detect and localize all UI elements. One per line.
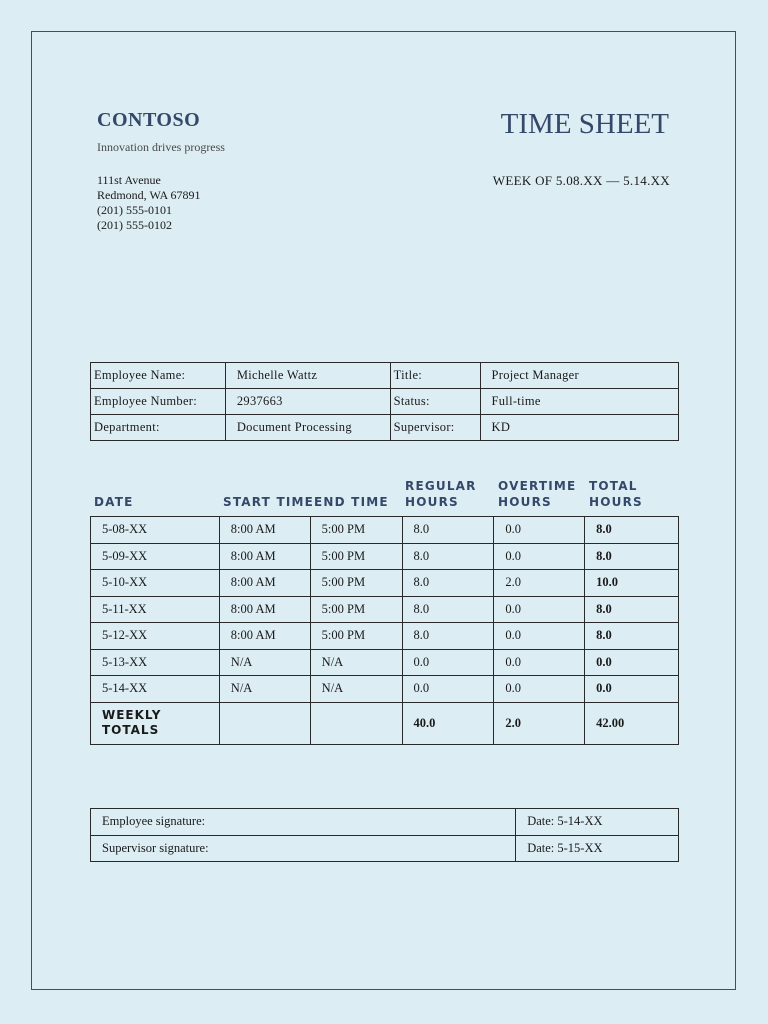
overtime-hours-cell[interactable]: 0.0 xyxy=(494,649,585,676)
signature-table xyxy=(90,808,679,862)
start-time-cell[interactable]: 8:00 AM xyxy=(219,596,310,623)
hours-table-header xyxy=(90,478,679,516)
table-row xyxy=(91,543,679,570)
date-cell[interactable]: 5-09-XX xyxy=(91,543,220,570)
table-row xyxy=(91,676,679,703)
start-time-cell[interactable]: 8:00 AM xyxy=(219,570,310,597)
total-hours-cell[interactable]: 8.0 xyxy=(585,543,679,570)
address-line: Redmond, WA 67891 xyxy=(97,188,201,202)
company-tagline: Innovation drives progress xyxy=(97,140,225,154)
regular-hours-cell[interactable]: 0.0 xyxy=(402,676,494,703)
overtime-hours-cell[interactable]: 0.0 xyxy=(494,543,585,570)
employee-signature-field[interactable]: Employee signature: xyxy=(91,809,516,836)
start-time-cell[interactable]: 8:00 AM xyxy=(219,517,310,544)
start-time-cell[interactable]: N/A xyxy=(219,676,310,703)
end-time-cell[interactable]: N/A xyxy=(310,649,402,676)
supervisor-signature-field[interactable]: Supervisor signature: xyxy=(91,835,516,862)
info-label: Employee Number: xyxy=(91,389,226,415)
info-label: Employee Name: xyxy=(91,363,226,389)
table-row xyxy=(91,596,679,623)
column-header-date: DATE xyxy=(94,495,134,509)
table-row xyxy=(91,517,679,544)
total-hours-cell[interactable]: 10.0 xyxy=(585,570,679,597)
column-header-overtime-hours: OVERTIME HOURS xyxy=(498,479,577,509)
grand-total[interactable]: 42.00 xyxy=(585,702,679,744)
date-cell[interactable]: 5-10-XX xyxy=(91,570,220,597)
column-header-start-time: START TIME xyxy=(223,495,315,509)
total-hours-cell[interactable]: 8.0 xyxy=(585,517,679,544)
overtime-hours-cell[interactable]: 0.0 xyxy=(494,517,585,544)
signature-row xyxy=(91,809,679,836)
info-row xyxy=(91,415,679,441)
supervisor-value[interactable]: KD xyxy=(480,415,679,441)
info-label: Supervisor: xyxy=(390,415,480,441)
start-time-cell[interactable]: 8:00 AM xyxy=(219,623,310,650)
table-row xyxy=(91,623,679,650)
phone-line: (201) 555-0102 xyxy=(97,218,172,232)
overtime-hours-cell[interactable]: 0.0 xyxy=(494,623,585,650)
totals-row xyxy=(91,702,679,744)
end-time-cell[interactable]: 5:00 PM xyxy=(310,517,402,544)
info-label: Status: xyxy=(390,389,480,415)
column-header-regular-hours: REGULAR HOURS xyxy=(405,479,477,509)
employee-signature-date[interactable]: Date: 5-14-XX xyxy=(516,809,679,836)
department-value[interactable]: Document Processing xyxy=(225,415,390,441)
column-header-end-time: END TIME xyxy=(314,495,389,509)
empty-cell xyxy=(310,702,402,744)
date-cell[interactable]: 5-13-XX xyxy=(91,649,220,676)
info-row xyxy=(91,363,679,389)
info-label: Title: xyxy=(390,363,480,389)
regular-hours-cell[interactable]: 8.0 xyxy=(402,570,494,597)
employee-info-table xyxy=(90,362,679,441)
date-cell[interactable]: 5-11-XX xyxy=(91,596,220,623)
regular-hours-cell[interactable]: 8.0 xyxy=(402,543,494,570)
end-time-cell[interactable]: 5:00 PM xyxy=(310,623,402,650)
column-header-total-hours: TOTAL HOURS xyxy=(589,479,643,509)
table-row xyxy=(91,649,679,676)
info-label: Department: xyxy=(91,415,226,441)
supervisor-signature-date[interactable]: Date: 5-15-XX xyxy=(516,835,679,862)
info-row xyxy=(91,389,679,415)
total-hours-cell[interactable]: 8.0 xyxy=(585,596,679,623)
overtime-hours-cell[interactable]: 0.0 xyxy=(494,676,585,703)
regular-hours-total[interactable]: 40.0 xyxy=(402,702,494,744)
regular-hours-cell[interactable]: 8.0 xyxy=(402,623,494,650)
date-cell[interactable]: 5-14-XX xyxy=(91,676,220,703)
hours-table xyxy=(90,516,679,745)
start-time-cell[interactable]: N/A xyxy=(219,649,310,676)
regular-hours-cell[interactable]: 8.0 xyxy=(402,517,494,544)
table-row xyxy=(91,570,679,597)
total-hours-cell[interactable]: 0.0 xyxy=(585,649,679,676)
regular-hours-cell[interactable]: 0.0 xyxy=(402,649,494,676)
employee-name-value[interactable]: Michelle Wattz xyxy=(225,363,390,389)
regular-hours-cell[interactable]: 8.0 xyxy=(402,596,494,623)
overtime-hours-total[interactable]: 2.0 xyxy=(494,702,585,744)
company-address xyxy=(97,173,200,233)
total-hours-cell[interactable]: 0.0 xyxy=(585,676,679,703)
company-name: CONTOSO xyxy=(97,109,201,131)
total-hours-cell[interactable]: 8.0 xyxy=(585,623,679,650)
end-time-cell[interactable]: 5:00 PM xyxy=(310,570,402,597)
address-line: 111st Avenue xyxy=(97,173,161,187)
signature-row xyxy=(91,835,679,862)
end-time-cell[interactable]: 5:00 PM xyxy=(310,596,402,623)
overtime-hours-cell[interactable]: 2.0 xyxy=(494,570,585,597)
start-time-cell[interactable]: 8:00 AM xyxy=(219,543,310,570)
date-cell[interactable]: 5-08-XX xyxy=(91,517,220,544)
end-time-cell[interactable]: 5:00 PM xyxy=(310,543,402,570)
title-value[interactable]: Project Manager xyxy=(480,363,679,389)
phone-line: (201) 555-0101 xyxy=(97,203,172,217)
end-time-cell[interactable]: N/A xyxy=(310,676,402,703)
empty-cell xyxy=(219,702,310,744)
document-title: TIME SHEET xyxy=(500,108,669,140)
status-value[interactable]: Full-time xyxy=(480,389,679,415)
employee-number-value[interactable]: 2937663 xyxy=(225,389,390,415)
date-cell[interactable]: 5-12-XX xyxy=(91,623,220,650)
week-range: WEEK OF 5.08.XX — 5.14.XX xyxy=(492,173,670,188)
weekly-totals-label: WEEKLY TOTALS xyxy=(91,702,220,744)
overtime-hours-cell[interactable]: 0.0 xyxy=(494,596,585,623)
